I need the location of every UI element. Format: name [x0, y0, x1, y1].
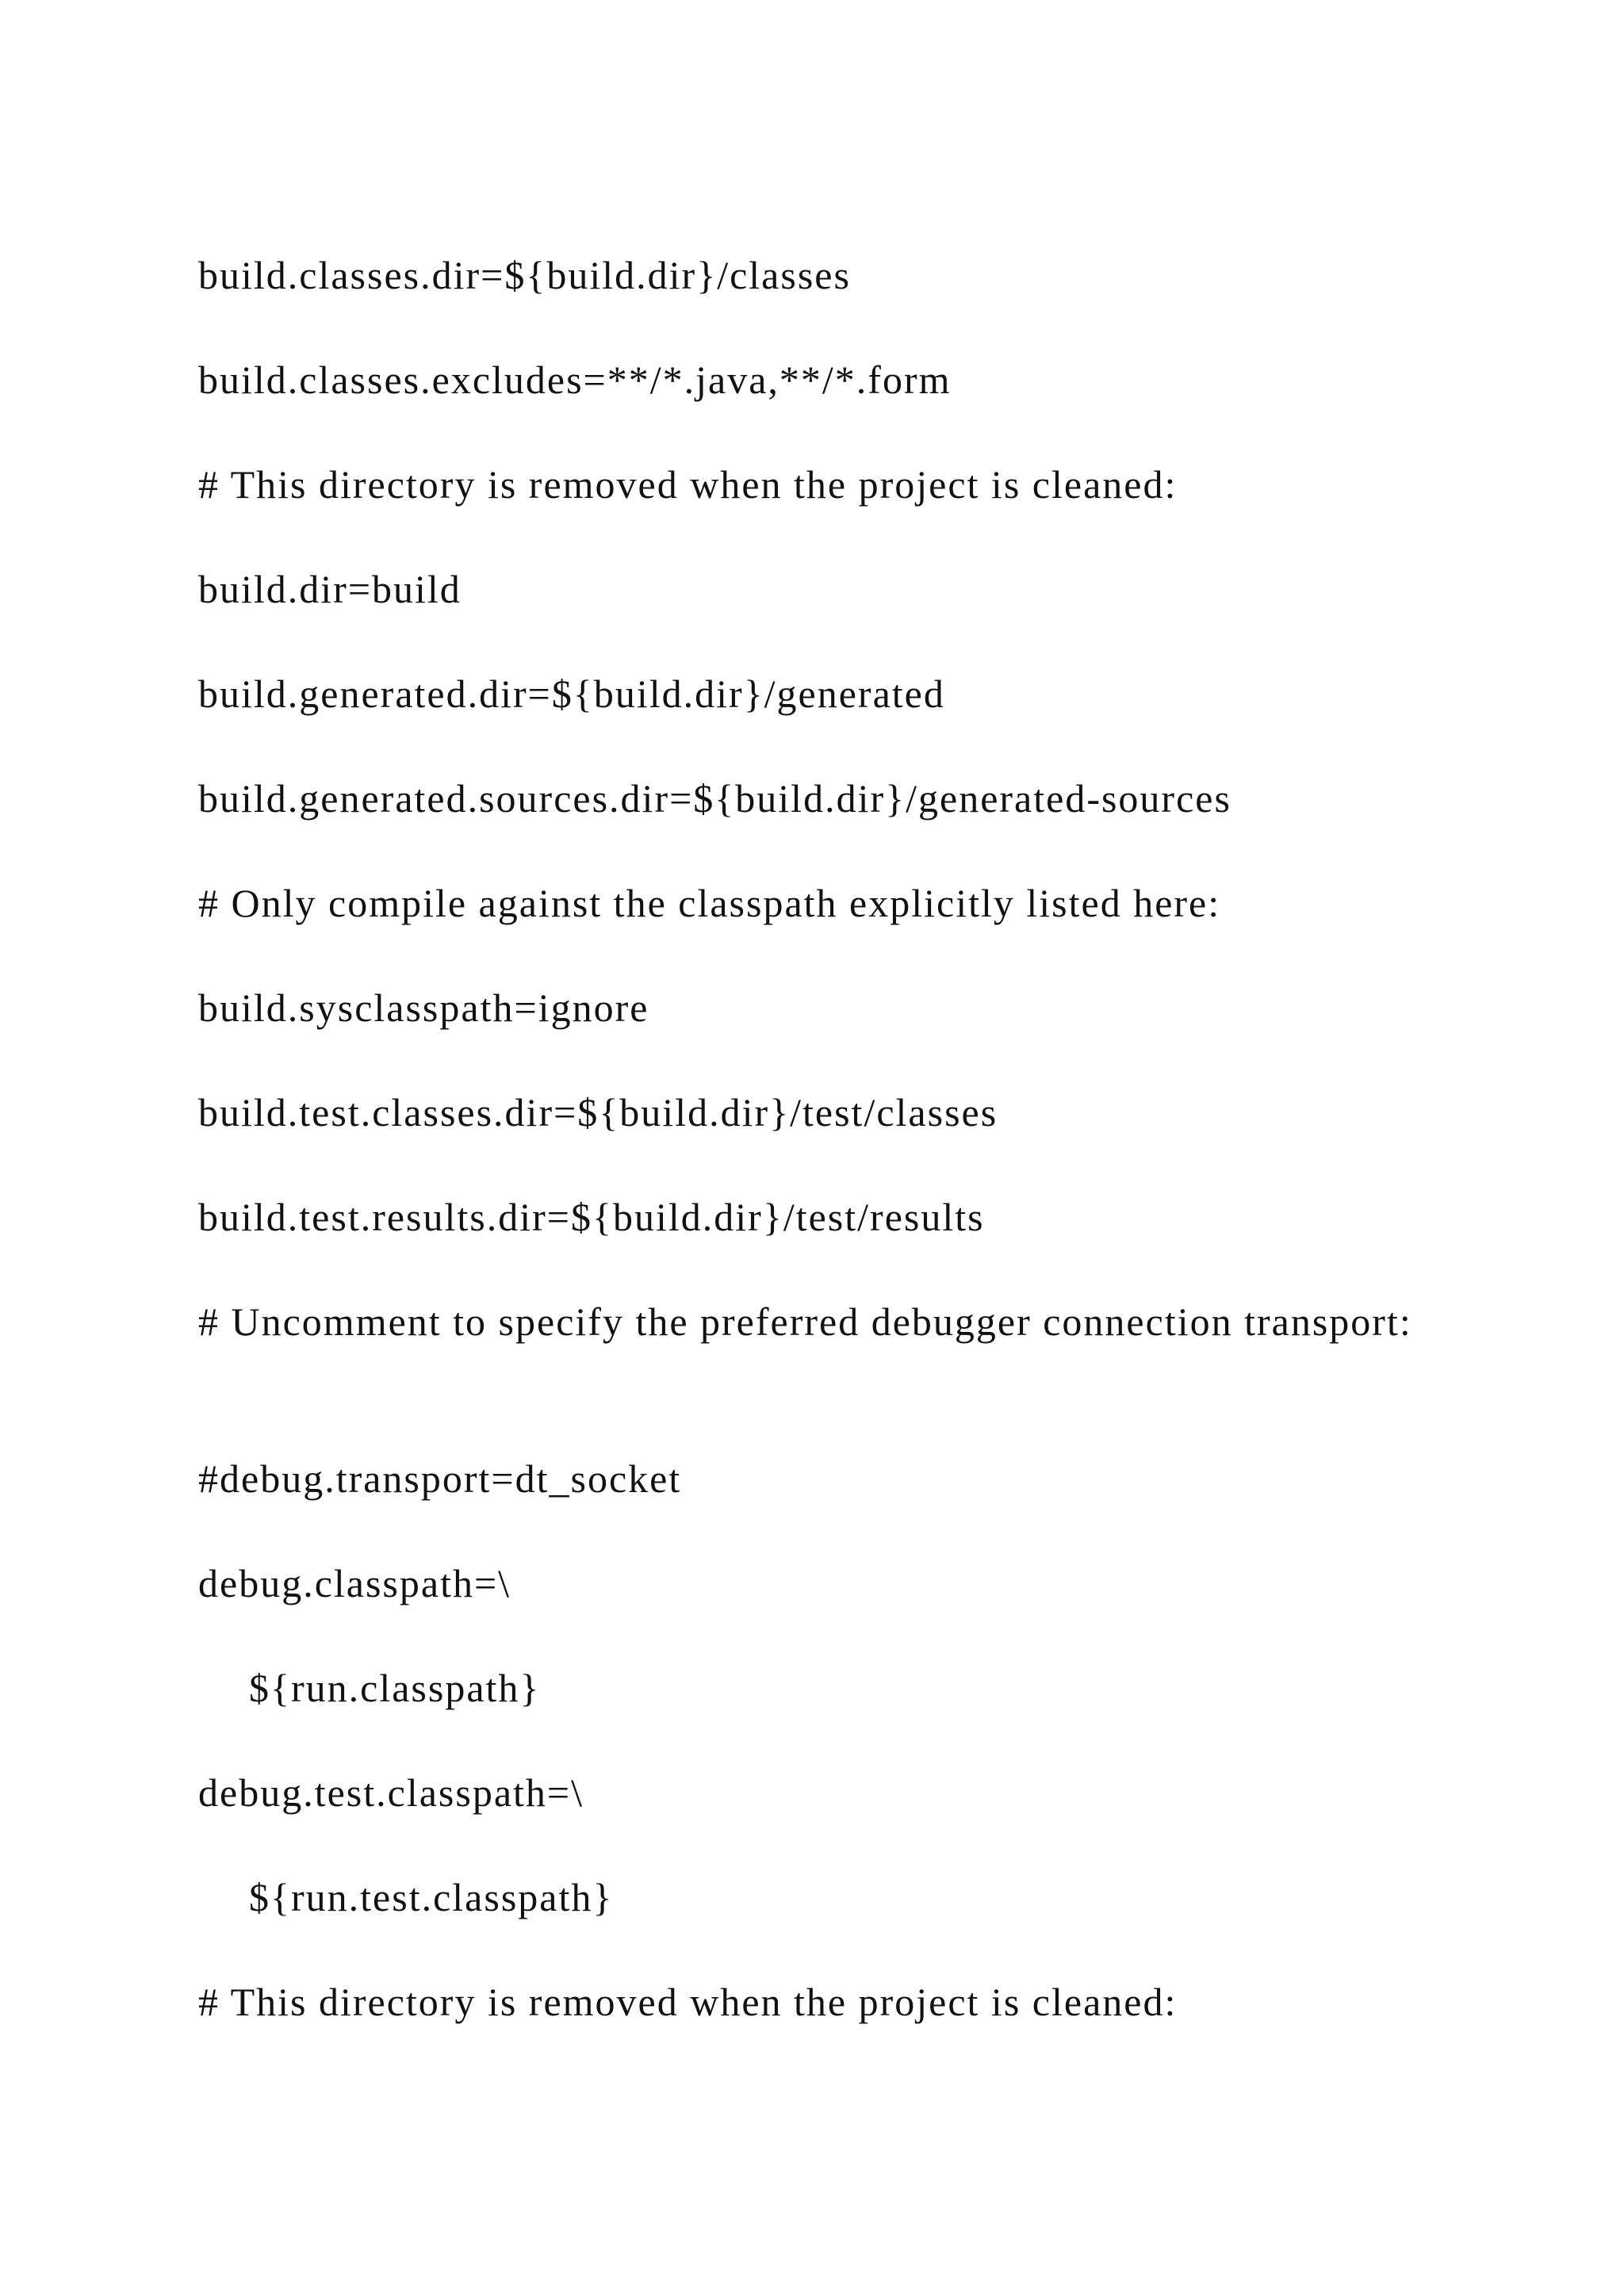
property-line: build.test.classes.dir=${build.dir}/test/classes [198, 1090, 998, 1135]
property-line: build.dir=build [198, 567, 462, 611]
property-line: build.sysclasspath=ignore [198, 985, 649, 1030]
property-line: build.classes.excludes=**/*.java,**/*.form [198, 358, 952, 402]
comment-line: #debug.transport=dt_socket [198, 1456, 682, 1501]
property-continuation-line: ${run.test.classpath} [249, 1875, 614, 1919]
property-line: build.generated.sources.dir=${build.dir}/generated-sources [198, 776, 1231, 821]
property-continuation-line: ${run.classpath} [249, 1666, 541, 1710]
comment-line: # Uncomment to specify the preferred debugger connection transport: [198, 1299, 1412, 1344]
comment-line: # This directory is removed when the project is cleaned: [198, 1980, 1178, 2024]
property-line: build.generated.dir=${build.dir}/generated [198, 672, 945, 716]
property-line: build.classes.dir=${build.dir}/classes [198, 253, 851, 297]
property-line: build.test.results.dir=${build.dir}/test/results [198, 1195, 985, 1239]
property-line: debug.classpath=\ [198, 1561, 511, 1605]
comment-line: # Only compile against the classpath explicitly listed here: [198, 881, 1221, 925]
property-line: debug.test.classpath=\ [198, 1770, 584, 1815]
comment-line: # This directory is removed when the project is cleaned: [198, 462, 1178, 507]
